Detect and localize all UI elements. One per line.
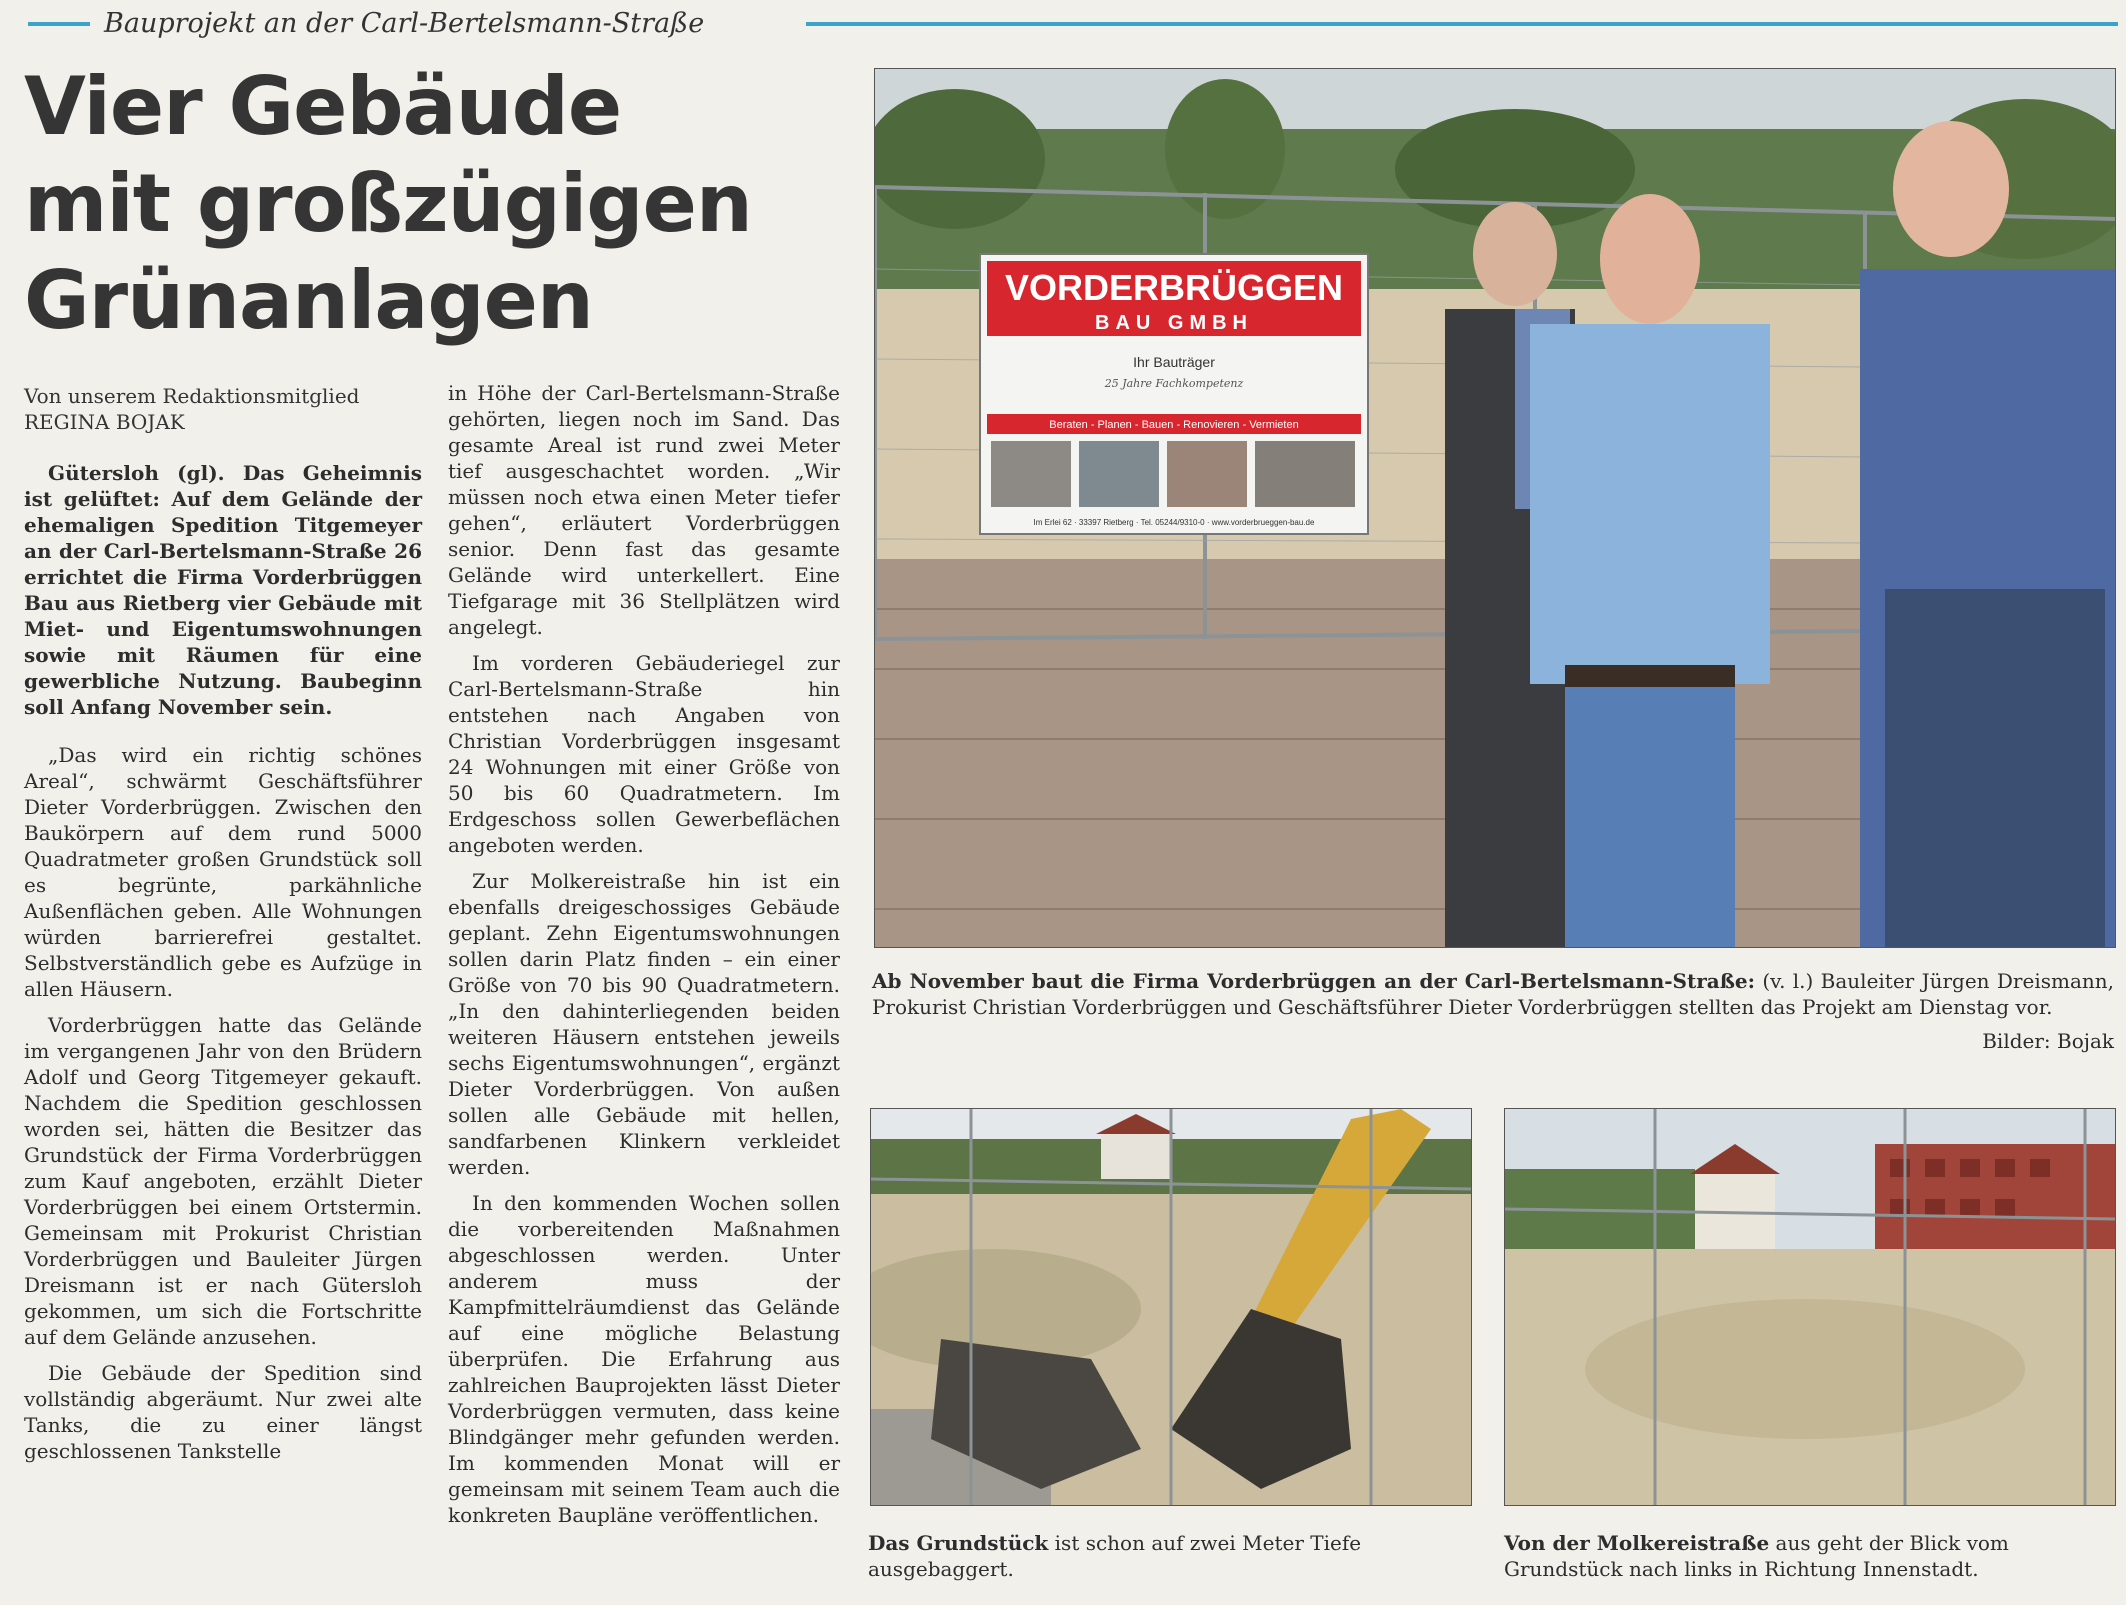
molkereistrasse-photo	[1504, 1108, 2116, 1506]
byline-role: Von unserem Redaktionsmitglied	[24, 384, 360, 408]
kicker: Bauprojekt an der Carl-Bertelsmann-Straße	[104, 8, 705, 39]
headline-line-1: Vier Gebäude	[24, 60, 622, 153]
article-paragraph: Zur Molkereistraße hin ist ein ebenfalls dreigeschossiges Gebäude geplant. Zehn Eigentumswohnungen sollen darin Platz finden – ein einer Größe von 70 bis 90 Quadratmetern. „In den dahinterliegenden beiden weiteren Häusern entstehen jeweils sechs Eigentumswohnungen“, ergänzt Dieter Vorderbrüggen. Von außen sollen alle Gebäude mit hellen, sandfarbenen Klinkern verkleidet werden.	[448, 869, 840, 1179]
sign-subtitle: BAU GMBH	[1095, 312, 1253, 334]
excavation-photo-caption	[868, 1530, 1472, 1582]
sign-services: Beraten - Planen - Bauen - Renovieren - Vermieten	[1049, 419, 1299, 431]
caption-text: (v. l.) Bauleiter Jürgen Dreismann, Prokurist Christian Vorderbrüggen und Geschäftsführer Dieter Vorderbrüggen stellten das Projekt am Dienstag vor.	[872, 969, 2114, 1019]
article-column-1	[24, 460, 422, 1474]
article-paragraph: in Höhe der Carl-Bertelsmann-Straße gehörten, liegen noch im Sand. Das gesamte Areal ist rund zwei Meter tief ausgeschachtet worden. „Wir müssen noch etwa einen Meter tiefer gehen“, erläutert Vorderbrüggen senior. Denn fast das gesamte Gelände wird unterkellert. Eine Tiefgarage mit 36 Stellplätzen wird angelegt.	[448, 381, 840, 639]
molkereistrasse-photo-caption	[1504, 1530, 2116, 1582]
article-paragraph: In den kommenden Wochen sollen die vorbereitenden Maßnahmen abgeschlossen werden. Unter anderem muss der Kampfmittelräumdienst das Gelände auf eine mögliche Belastung überprüfen. Die Erfahrung aus zahlreichen Bauprojekten lässt Dieter Vorderbrüggen vermuten, dass keine Blindgänger mehr gefunden werden. Im kommenden Monat will er gemeinsam mit seinem Team auch die konkreten Baupläne veröffentlichen.	[448, 1191, 840, 1527]
main-photo-caption	[872, 968, 2114, 1020]
byline-author: REGINA BOJAK	[24, 410, 185, 434]
caption-text: aus geht der Blick vom Grundstück nach links in Richtung Innenstadt.	[1504, 1531, 2009, 1581]
caption-bold: Ab November baut die Firma Vorderbrüggen an der Carl-Bertelsmann-Straße:	[872, 969, 1756, 993]
headline-line-3: Grünanlagen	[24, 254, 593, 347]
caption-text: ist schon auf zwei Meter Tiefe ausgebaggert.	[868, 1531, 1362, 1581]
photo-credit: Bilder: Bojak	[1982, 1029, 2114, 1053]
sign-slogan: 25 Jahre Fachkompetenz	[1104, 377, 1244, 390]
headline-line-2: mit großzügigen	[24, 157, 752, 250]
article-paragraph: Die Gebäude der Spedition sind vollständig abgeräumt. Nur zwei alte Tanks, die zu einer längst geschlossenen Tankstelle	[24, 1361, 422, 1463]
excavation-photo	[870, 1108, 1472, 1506]
sign-footer: Im Erlei 62 · 33397 Rietberg · Tel. 05244/9310-0 · www.vorderbrueggen-bau.de	[1033, 518, 1315, 527]
article-paragraph: Im vorderen Gebäuderiegel zur Carl-Bertelsmann-Straße hin entstehen nach Angaben von Christian Vorderbrüggen insgesamt 24 Wohnungen mit einer Größe von 50 bis 60 Quadratmetern. Im Erdgeschoss sollen Gewerbeflächen angeboten werden.	[448, 651, 840, 857]
article-column-2	[448, 380, 840, 1538]
article-paragraph: Vorderbrüggen hatte das Gelände im vergangenen Jahr von den Brüdern Adolf und Georg Titgemeyer gekauft. Nachdem die Spedition geschlossen worden sei, hätten die Besitzer das Grundstück der Firma Vorderbrüggen zum Kauf angeboten, erzählt Dieter Vorderbrüggen bei einem Ortstermin. Gemeinsam mit Prokurist Christian Vorderbrüggen und Bauleiter Jürgen Dreismann ist er nach Gütersloh gekommen, um sich die Fortschritte auf dem Gelände anzusehen.	[24, 1013, 422, 1349]
article-paragraph: „Das wird ein richtig schönes Areal“, schwärmt Geschäftsführer Dieter Vorderbrüggen. Zwischen den Baukörpern auf dem rund 5000 Quadratmeter großen Grundstück soll es begrünte, parkähnliche Außenflächen geben. Alle Wohnungen würden barrierefrei gestaltet. Selbstverständlich gebe es Aufzüge in allen Häusern.	[24, 743, 422, 1001]
sign-title: VORDERBRÜGGEN	[1004, 267, 1344, 308]
kicker-rule-right	[806, 22, 2118, 26]
kicker-rule-left	[28, 22, 90, 26]
article-lead: Gütersloh (gl). Das Geheimnis ist gelüftet: Auf dem Gelände der ehemaligen Spedition Titgemeyer an der Carl-Bertelsmann-Straße 26 errichtet die Firma Vorderbrüggen Bau aus Rietberg vier Gebäude mit Miet- und Eigentumswohnungen sowie mit Räumen für eine gewerbliche Nutzung. Baubeginn soll Anfang November sein.	[24, 461, 422, 719]
byline	[24, 383, 424, 435]
main-photo	[874, 68, 2116, 948]
headline	[24, 58, 844, 349]
caption-bold: Von der Molkereistraße	[1504, 1531, 1770, 1555]
sign-tagline: Ihr Bauträger	[1133, 354, 1215, 370]
caption-bold: Das Grundstück	[868, 1531, 1049, 1555]
